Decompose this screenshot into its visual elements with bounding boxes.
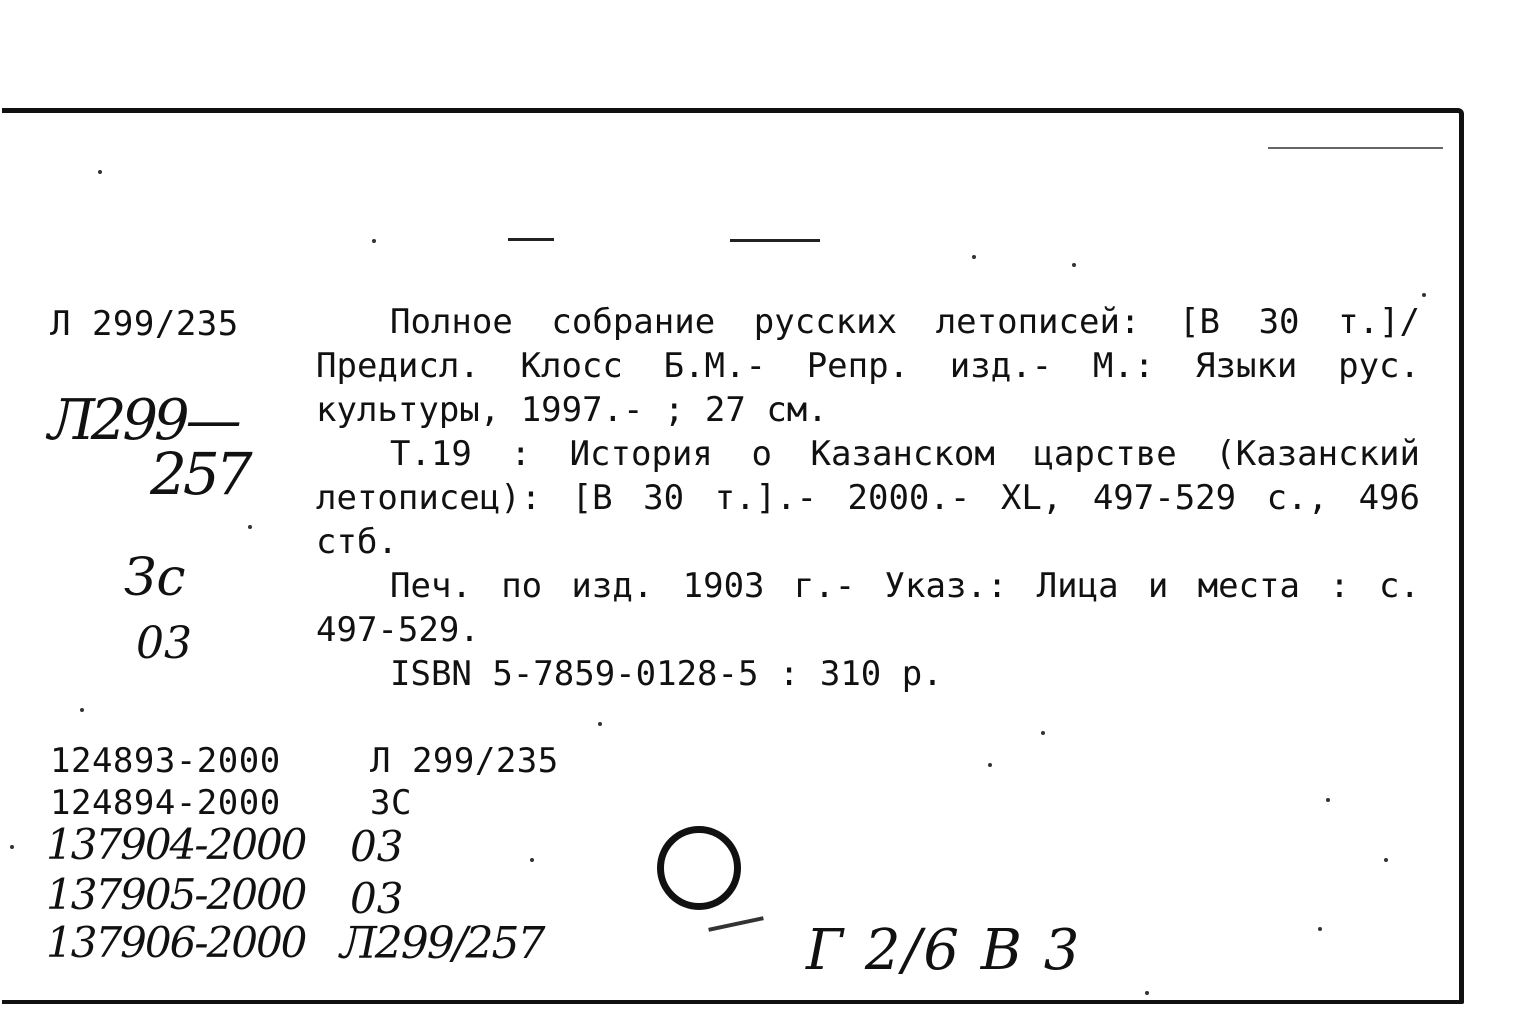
speckle [598,722,602,726]
speckle [372,239,376,243]
speckle [1072,263,1076,267]
handwritten-footer-note: Г 2/6 В 3 [806,918,1082,983]
punch-hole-icon [657,826,741,910]
handwritten-shelf-mark: Л299— [48,388,238,453]
handwritten-inventory-number: 137905-2000 [46,870,306,919]
inventory-number: 124893-2000 [50,741,281,781]
inventory-number: 124894-2000 [50,783,281,823]
handwritten-inventory-location: 03 [350,874,404,923]
speckle [1318,927,1322,931]
entry-title-paragraph: Полное собрание русских летописей: [В 30 т.]/ Предисл. Клосс Б.М.- Репр. изд.- М.: Языки рус. культуры, 1997.- ; 27 см. [316,302,1420,430]
entry-note-paragraph: Печ. по изд. 1903 г.- Указ.: Лица и места : с. 497-529. [316,566,1420,650]
speckle [988,763,992,767]
handwritten-inventory-location: 03 [350,822,404,871]
entry-isbn-paragraph: ISBN 5-7859-0128-5 : 310 р. [390,654,943,694]
entry-volume-paragraph: Т.19 : История о Казанском царстве (Казанский летописец): [В 30 т.].- 2000.- XL, 497-529 с., 496 стб. [316,434,1420,562]
dash-mark [1268,147,1443,149]
speckle [972,255,976,259]
shelf-mark: Л 299/235 [50,304,239,344]
handwritten-shelf-mark-number: 257 [150,440,249,508]
speckle [98,170,102,174]
speckle [80,708,84,712]
dash-mark [508,238,554,241]
speckle [248,525,252,529]
handwritten-code: Зс [124,548,186,608]
speckle [1041,731,1045,735]
bibliographic-entry [316,300,1420,696]
dash-mark [730,239,820,242]
speckle [1422,293,1426,297]
handwritten-inventory-number: 137906-2000 [46,918,306,967]
speckle [1326,798,1330,802]
inventory-location: Л 299/235 [370,741,559,781]
speckle [1384,858,1388,862]
inventory-location: ЗС [370,783,412,823]
speckle [10,845,14,849]
handwritten-inventory-number: 137904-2000 [46,820,306,869]
handwritten-inventory-location: Л299/257 [340,918,544,969]
handwritten-code: 03 [136,618,192,669]
speckle [1145,991,1149,995]
speckle [530,858,534,862]
